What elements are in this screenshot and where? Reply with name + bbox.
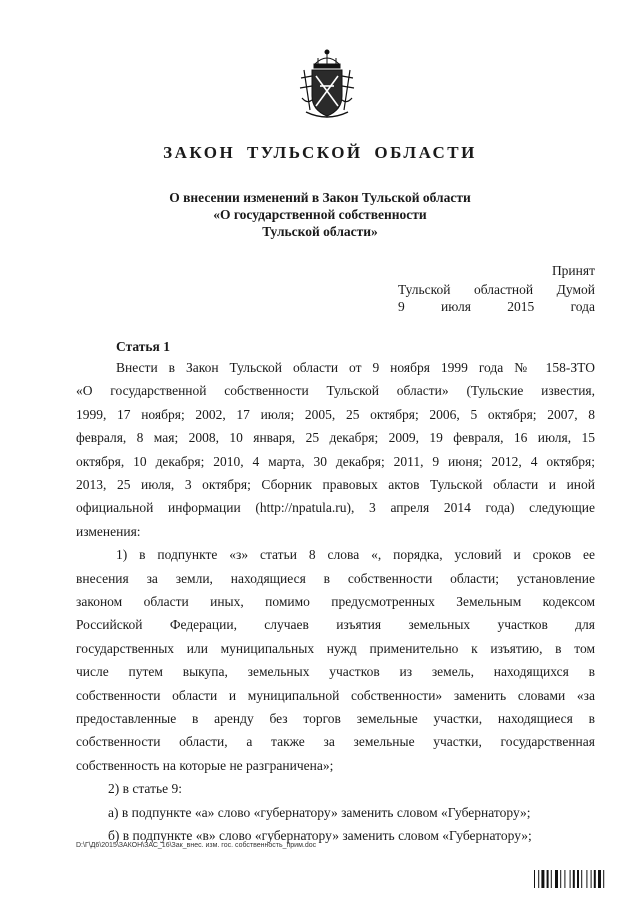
adopted-word: Тульской: [398, 282, 451, 297]
adopted-year: 2015: [507, 299, 535, 314]
barcode-bar: [570, 870, 571, 888]
adopted-label: Принят: [551, 263, 595, 278]
barcode-bar: [564, 870, 565, 888]
article-text-line: собственности области, а также за земельные участки, государственная: [76, 734, 595, 749]
article-text-line: а) в подпункте «а» слово «губернатору» заменить словом «Губернатору»;: [108, 805, 531, 820]
article-text-line: законом области иных, помимо предусмотренных Земельным кодексом: [76, 594, 595, 609]
article-text-line: числе путем выкупа, земельных участков из земель, находящихся в: [76, 664, 595, 679]
barcode-bar: [534, 870, 535, 888]
adopted-year-word: года: [570, 299, 595, 314]
adopted-day: 9: [398, 299, 405, 314]
barcode-bar: [603, 870, 604, 888]
barcode-bar: [541, 870, 544, 888]
article-text-line: б) в подпункте «в» слово «губернатору» заменить словом «Губернатору»;: [108, 828, 532, 843]
article-text-line: собственность на которые не разграничена»;: [76, 758, 334, 773]
article-text-line: государственных или муниципальных нужд применительно к изъятию, в том: [76, 641, 595, 656]
article-text-line: изменения:: [76, 524, 141, 539]
barcode-bar: [598, 870, 601, 888]
article-text-line: официальной информации (http://npatula.ru), 3 апреля 2014 года) следующие: [76, 500, 595, 515]
article-text-line: 1) в подпункте «з» статьи 8 слова «, порядка, условий и сроков ее: [116, 547, 595, 562]
barcode-bar: [538, 870, 539, 888]
article-text-line: Внести в Закон Тульской области от 9 ноября 1999 года № 158-ЗТО: [116, 360, 595, 375]
adopted-word: Думой: [556, 282, 595, 297]
document-subtitle-line: Тульской области»: [262, 224, 378, 239]
barcode-bar: [573, 870, 575, 888]
article-heading: Статья 1: [116, 339, 170, 354]
document-title: ЗАКОН ТУЛЬСКОЙ ОБЛАСТИ: [163, 143, 477, 162]
article-text-line: 2) в статье 9:: [108, 781, 182, 796]
file-path-footer: D:\Г\Д6\2015\ЗАКОН\ЗАС_16\Зак_внес. изм. гос. собственность_прим.doc: [76, 842, 317, 849]
barcode-bar: [551, 870, 552, 888]
adopted-word: областной: [474, 282, 534, 297]
article-text-line: Российской Федерации, случаев изъятия земельных участков для: [76, 617, 595, 632]
article-text-line: внесения за земли, находящиеся в собственности области; установление: [76, 571, 595, 586]
tula-coat-of-arms-icon: [298, 48, 356, 120]
barcode-bar: [577, 870, 579, 888]
article-text-line: предоставленные в аренду без торгов земельные участки, находящиеся в: [76, 711, 595, 726]
barcode-icon: [534, 870, 612, 888]
article-text-line: 1999, 17 ноября; 2002, 17 июля; 2005, 25 октября; 2006, 5 октября; 2007, 8: [76, 407, 595, 422]
article-text-line: октября, 10 декабря; 2010, 4 марта, 30 декабря; 2011, 9 июня; 2012, 4 октября;: [76, 454, 595, 469]
barcode-bar: [547, 870, 549, 888]
barcode-bar: [586, 870, 587, 888]
article-text-line: «О государственной собственности Тульской области» (Тульские известия,: [76, 383, 595, 398]
barcode-bar: [591, 870, 592, 888]
article-text-line: 2013, 25 июля, 3 октября; Сборник правовых актов Тульской области и иной: [76, 477, 595, 492]
barcode-bar: [581, 870, 582, 888]
adopted-month: июля: [441, 299, 471, 314]
article-text-line: собственности области и муниципальной собственности» заменить словами «за: [76, 688, 595, 703]
barcode-bar: [560, 870, 561, 888]
barcode-bar: [594, 870, 596, 888]
document-subtitle-line: О внесении изменений в Закон Тульской области: [169, 190, 471, 205]
adopted-body-line: [398, 282, 595, 298]
adopted-date-line: [398, 299, 595, 315]
article-text-line: февраля, 8 мая; 2008, 10 января, 25 декабря; 2009, 19 февраля, 16 июля, 15: [76, 430, 595, 445]
barcode-bar: [555, 870, 558, 888]
document-subtitle-line: «О государственной собственности: [213, 207, 427, 222]
